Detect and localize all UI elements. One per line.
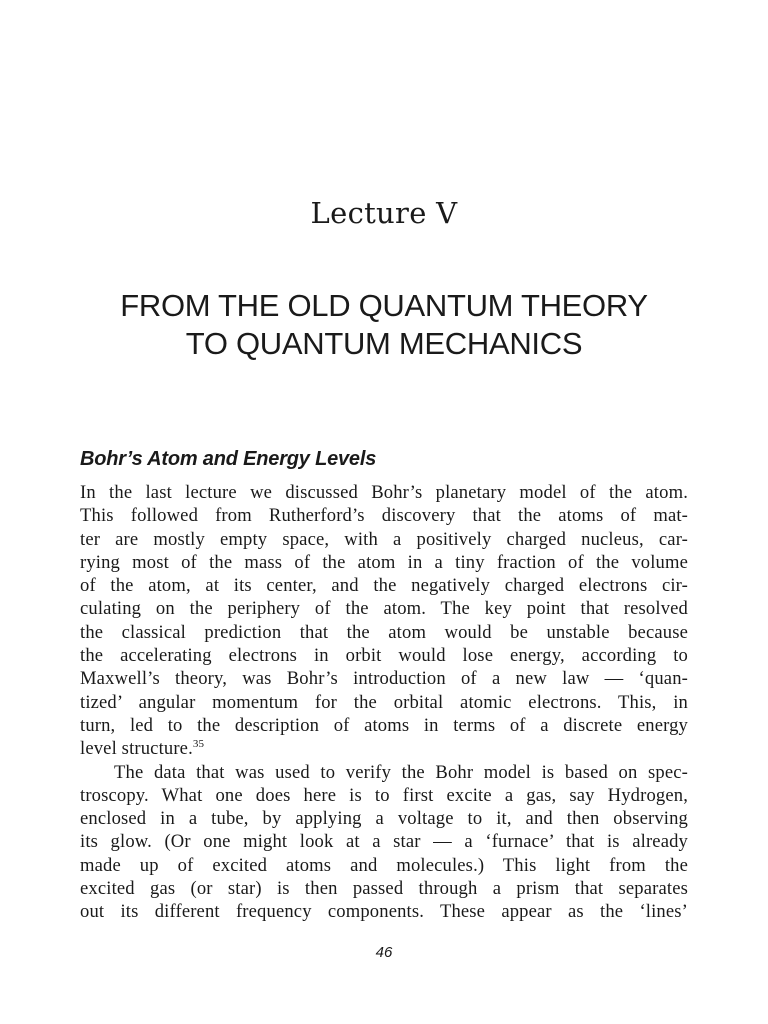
text-line-last [80,737,688,760]
text-line: rying most of the mass of the atom in a tiny fraction of the volume [80,551,688,573]
footnote-reference[interactable]: 35 [192,738,205,751]
text-line: ter are mostly empty space, with a positively charged nucleus, car- [80,528,688,550]
text-line: In the last lecture we discussed Bohr’s planetary model of the atom. [80,482,688,503]
text-line: troscopy. What one does here is to first excite a gas, say Hydrogen, [80,784,688,806]
last-line-text: level structure. [80,738,193,760]
body-text [80,481,688,924]
section-heading: Bohr’s Atom and Energy Levels [80,448,377,470]
text-line: Maxwell’s theory, was Bohr’s introduction of a new law — ‘quan- [80,668,688,690]
lecture-label: Lecture V [310,196,458,230]
text-line: enclosed in a tube, by applying a voltage to it, and then observing [80,808,688,830]
text-line: its glow. (Or one might look at a star — a ‘furnace’ that is already [80,831,688,853]
text-line: turn, led to the description of atoms in terms of a discrete energy [80,714,688,736]
text-line: This followed from Rutherford’s discovery that the atoms of mat- [80,505,688,527]
text-line: excited gas (or star) is then passed through a prism that separates [80,878,688,900]
text-line: of the atom, at its center, and the negatively charged electrons cir- [80,575,688,597]
text-line: the accelerating electrons in orbit would lose energy, according to [80,645,688,667]
text-line: tized’ angular momentum for the orbital atomic electrons. This, in [80,691,688,713]
chapter-title [0,287,768,363]
page-number: 46 [375,944,393,961]
paragraph-1 [80,481,688,761]
chapter-title-line-2: TO QUANTUM MECHANICS [185,326,583,361]
text-line: the classical prediction that the atom would be unstable because [80,621,688,643]
text-line: The data that was used to verify the Bohr model is based on spec- [114,761,688,783]
text-line: made up of excited atoms and molecules.) This light from the [80,854,688,876]
chapter-title-line-1: FROM THE OLD QUANTUM THEORY [120,288,648,323]
paragraph-2 [80,761,688,924]
text-line: out its different frequency components. These appear as the ‘lines’ [80,901,688,923]
text-line: culating on the periphery of the atom. The key point that resolved [80,598,688,620]
